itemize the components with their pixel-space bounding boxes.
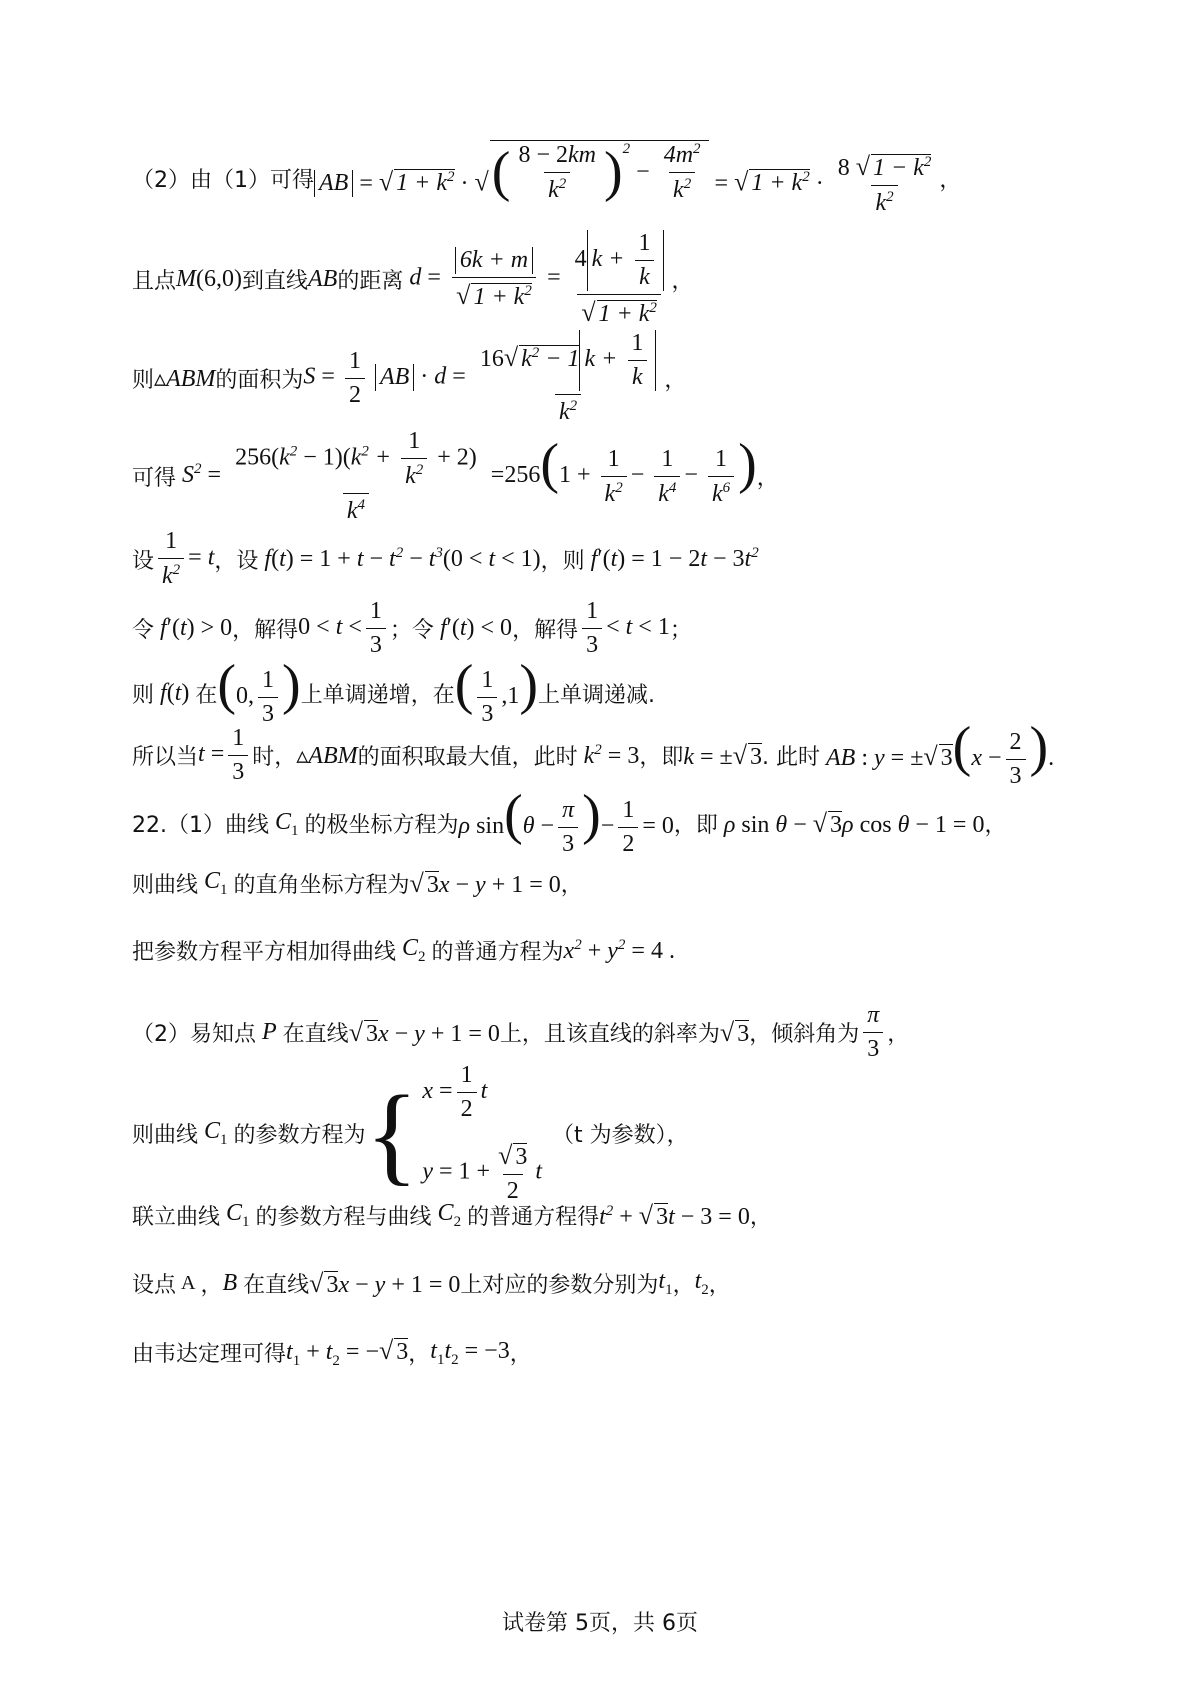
- line-vieta: 由韦达定理可得 $t_1 + t_2$ = −√ 3 ， $t_1t_2 = -3$ ，: [132, 1336, 532, 1369]
- line-params: 设点 A ， B 在直线 √ 3x − y + 1 = 0 上对应的参数分别为 $t_1$ ， $t_2$ ，: [132, 1268, 731, 1298]
- line-parametric: 则曲线 $C_1$ 的参数方程为 { x = $\frac{1}{2}$ t y = 1 + $\frac{√ 3}{2}$ t （t 为参数），: [132, 1062, 689, 1204]
- line-combined: 联立曲线 $C_1$ 的参数方程与曲线 $C_2$ 的普通方程得 $t^2$ + √ 3t − 3 = 0 ，: [132, 1200, 772, 1230]
- line-ab-length: （2）由（1）可得 AB = √ $1 + k^2$ · √ ( $\frac{8 - 2km}{k^2}$ ) $^2$ − $\frac{4m^2}{k^2}$ = √ $1 + k^2$ · $\frac{8 √ 1 - k^2}{k^2}$ ，: [132, 141, 962, 217]
- line-slope: （2）易知点 P 在直线 √ 3x − y + 1 = 0 上，且该直线的斜率为 √ 3 ，倾斜角为 $\frac{\pi}{3}$ ，: [132, 1002, 910, 1062]
- page-footer: 试卷第 5页，共 6页: [502, 1611, 698, 1636]
- line-cartesian: 则曲线 $C_1$ 的直角坐标方程为 √ 3x − y + 1 = 0 ，: [132, 868, 583, 898]
- line-distance: 且点 M(6,0) 到直线 AB 的距离 d = $\frac{6k + m}{√ 1 + k^2}$ = 4 k + $\frac{1}{k}$ √ $1 + k^2$ ，: [132, 230, 694, 327]
- line-maximum: 所以当 t = $\frac{1}{3}$ 时， ▵ABM 的面积取最大值，此时 $k^2 = 3$ ，即 k = ±√ 3 . 此时 AB : y = ±√ 3(x − $\frac{2}{3}$ ).: [132, 716, 1055, 789]
- line-area: 则 ▵ABM 的面积为 S = $\frac{1}{2}$ AB · d = 16√ $k^2 - 1$ k + $\frac{1}{k}$ $k^2$ ，: [132, 330, 687, 425]
- line-monotonicity: 则 f(t) 在 (0, $\frac{1}{3}$ ) 上单调递增，在 ( $\frac{1}{3}$ ,1) 上单调递减.: [132, 654, 656, 727]
- line-c2-general: 把参数方程平方相加得曲线 $C_2$ 的普通方程为 $x^2 + y^2 = 4$ .: [132, 935, 675, 965]
- line-derivative-sign: 令 f′(t) > 0 ，解得 0 < t < $\frac{1}{3}$ ；令 f′(t) < 0 ，解得 $\frac{1}{3}$ < t < 1 ；: [132, 598, 692, 658]
- line-s-squared: 可得 $S^2$ = $256(k^2 - 1)(k^2$ + $\frac{1}{k^2}$ + 2) $k^4$ =256(1 + $\frac{1}{k^2}$ − $\frac{1}{k^4}$ − $\frac{1}{k^6}$ ) ，: [132, 428, 779, 524]
- line-substitution: 设 $\frac{1}{k^2}$ = t ，设 $f(t) = 1 + t - t^2 - t^3(0 < t < 1)$ ，则 $f'(t) = 1 - 2t - 3t^2$: [132, 528, 759, 589]
- line-q22-polar: 22.（1）曲线 $C_1$ 的极坐标方程为 ρ sin(θ − $\frac{\pi}{3}$ )− $\frac{1}{2}$ = 0 ，即 ρ sin θ − √ 3ρ cos θ − 1 = 0 ，: [132, 784, 1007, 857]
